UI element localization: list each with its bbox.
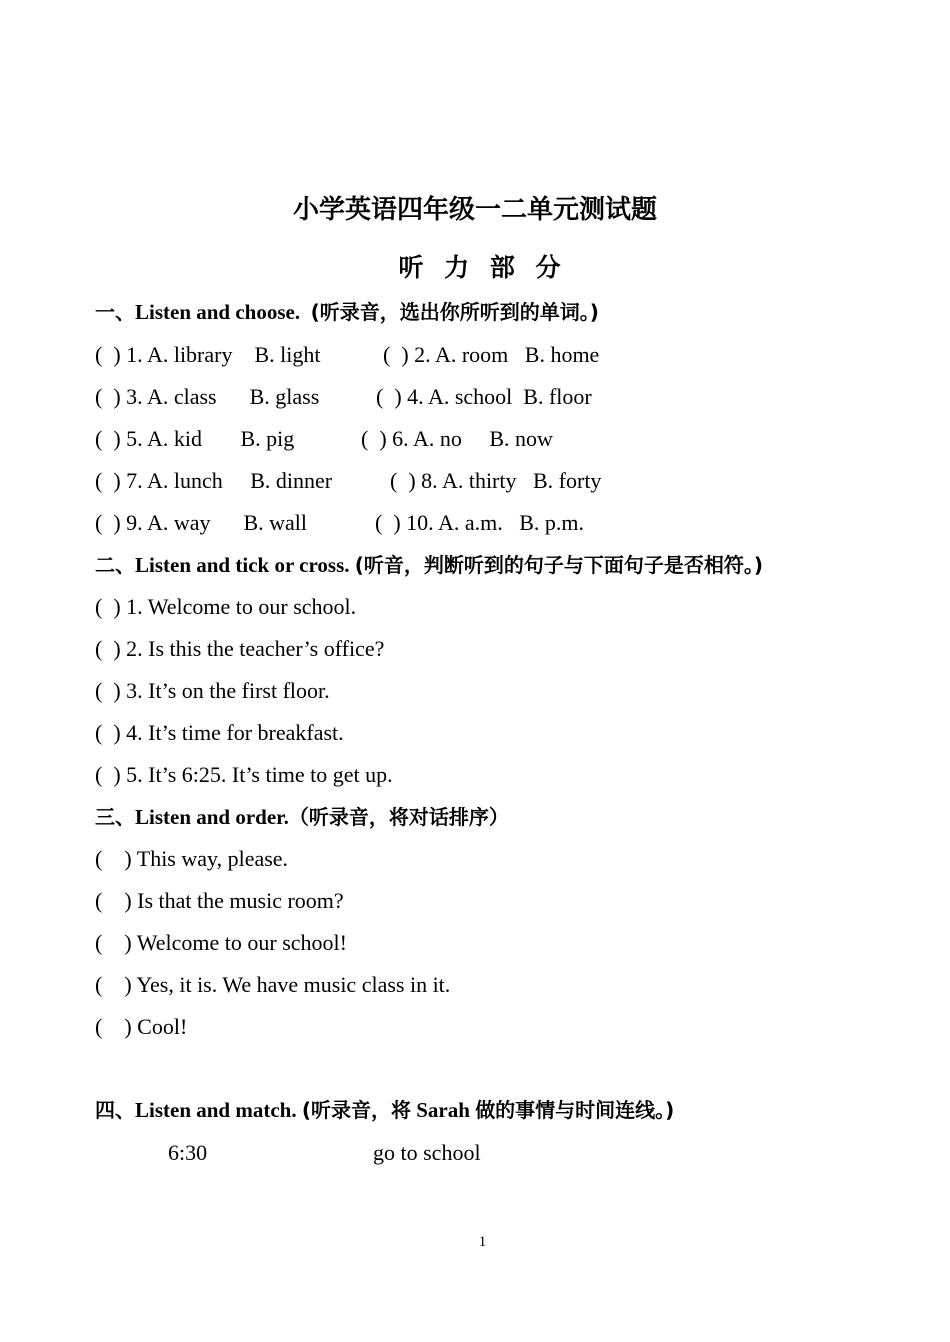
question-5: ( ) 5. A. kid B. pig xyxy=(95,426,295,451)
page-number: 1 xyxy=(478,1234,487,1250)
section4-title: Listen and match. xyxy=(135,1098,297,1122)
section3-number: 三、 xyxy=(95,805,135,829)
section2-number: 二、 xyxy=(95,553,135,577)
statement-2: ( ) 2. Is this the teacher’s office? xyxy=(95,636,385,661)
section2-title: Listen and tick or cross. xyxy=(135,553,350,577)
section1-heading xyxy=(95,298,599,326)
dialogue-line-3: ( ) Welcome to our school! xyxy=(95,930,347,955)
section3-instruction: （听录音，将对话排序） xyxy=(288,805,509,829)
section1-title: Listen and choose. xyxy=(135,300,301,324)
statement-5: ( ) 5. It’s 6:25. It’s time to get up. xyxy=(95,762,393,787)
section2-heading xyxy=(95,551,763,579)
question-7: ( ) 7. A. lunch B. dinner xyxy=(95,468,333,493)
match-activity: go to school xyxy=(373,1140,481,1165)
section2-instruction: (听音，判断听到的句子与下面句子是否相符。) xyxy=(354,553,764,577)
section3-title: Listen and order. xyxy=(135,805,289,829)
section4-heading xyxy=(95,1096,674,1124)
section4-instruction-end: 做的事情与时间连线。) xyxy=(475,1098,675,1122)
dialogue-line-1: ( ) This way, please. xyxy=(95,846,289,871)
section1-instruction: (听录音，选出你所听到的单词。) xyxy=(310,300,599,324)
question-2: ( ) 2. A. room B. home xyxy=(383,342,600,367)
question-6: ( ) 6. A. no B. now xyxy=(361,426,553,451)
statement-1: ( ) 1. Welcome to our school. xyxy=(95,594,357,619)
question-9: ( ) 9. A. way B. wall xyxy=(95,510,308,535)
statement-3: ( ) 3. It’s on the first floor. xyxy=(95,678,330,703)
section4-instruction-start: (听录音，将 xyxy=(301,1098,411,1122)
question-8: ( ) 8. A. thirty B. forty xyxy=(390,468,602,493)
section3-heading xyxy=(95,803,509,831)
statement-4: ( ) 4. It’s time for breakfast. xyxy=(95,720,344,745)
page-subtitle: 听 力 部 分 xyxy=(398,253,567,282)
dialogue-line-5: ( ) Cool! xyxy=(95,1014,188,1039)
section4-number: 四、 xyxy=(95,1098,135,1122)
dialogue-line-4: ( ) Yes, it is. We have music class in it. xyxy=(95,972,451,997)
section1-number: 一、 xyxy=(95,300,135,324)
dialogue-line-2: ( ) Is that the music room? xyxy=(95,888,344,913)
question-3: ( ) 3. A. class B. glass xyxy=(95,384,320,409)
question-4: ( ) 4. A. school B. floor xyxy=(376,384,592,409)
section4-name: Sarah xyxy=(416,1098,470,1122)
page-title: 小学英语四年级一二单元测试题 xyxy=(292,195,657,225)
question-10: ( ) 10. A. a.m. B. p.m. xyxy=(375,510,584,535)
question-1: ( ) 1. A. library B. light xyxy=(95,342,321,367)
match-time: 6:30 xyxy=(168,1140,208,1165)
